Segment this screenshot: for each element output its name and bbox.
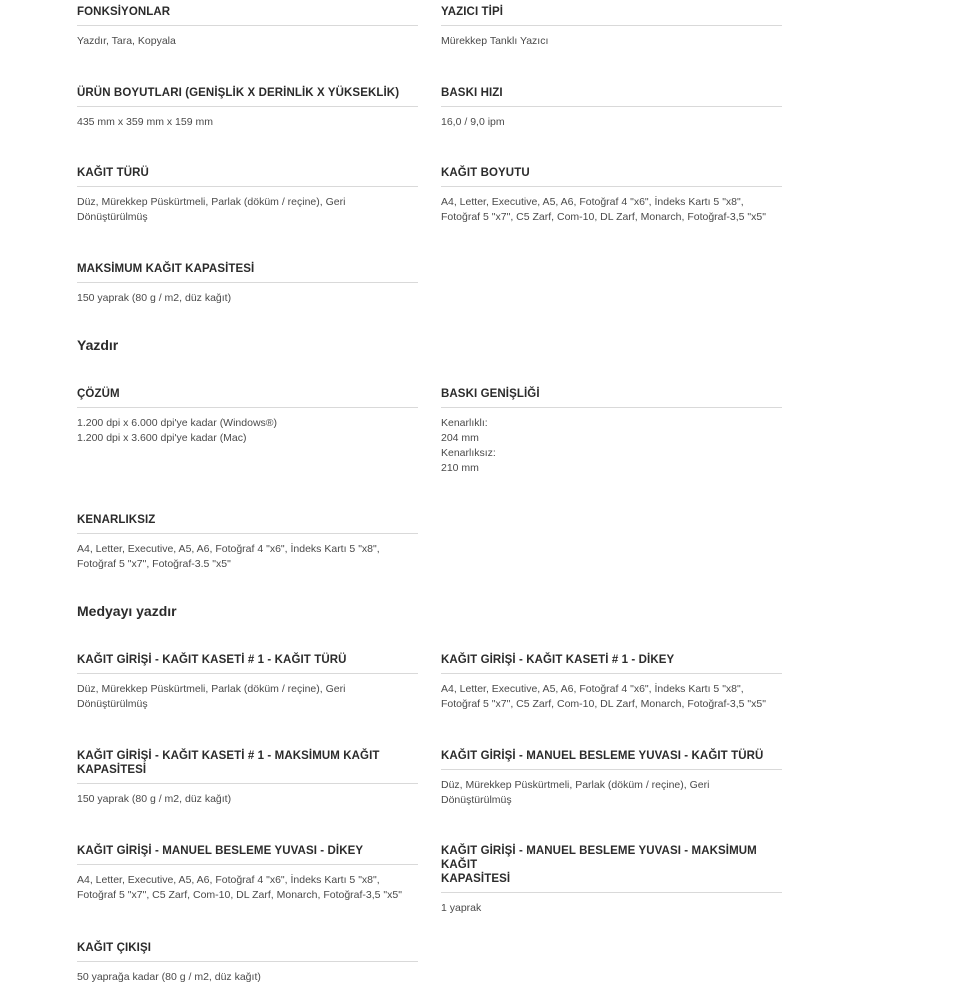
- spec-label: MAKSİMUM KAĞIT KAPASİTESİ: [77, 262, 418, 283]
- spec-max-paper-capacity: [77, 262, 418, 306]
- spec-paper-type: [77, 166, 418, 225]
- spec-label: BASKI HIZI: [441, 86, 782, 107]
- section-title-print: Yazdır: [77, 337, 119, 353]
- spec-value: 50 yaprağa kadar (80 g / m2, düz kağıt): [77, 971, 261, 983]
- spec-value: A4, Letter, Executive, A5, A6, Fotoğraf 4 "x6", İndeks Kartı 5 "x8", Fotoğraf 5 "x7", C5 Zarf, Com-10, DL Zarf, Monarch, Fotoğraf-3,5 "x5": [77, 874, 402, 901]
- spec-tray1-portrait: [441, 653, 782, 712]
- spec-manual-feed-max-capacity: [441, 844, 782, 916]
- spec-value: Düz, Mürekkep Püskürtmeli, Parlak (döküm / reçine), Geri Dönüştürülmüş: [441, 779, 710, 806]
- spec-paper-output: [77, 941, 418, 985]
- spec-print-speed: [441, 86, 782, 130]
- spec-label: KAĞIT GİRİŞİ - MANUEL BESLEME YUVASI - MAKSİMUM KAĞIT KAPASİTESİ: [441, 844, 782, 893]
- spec-label: KAĞIT TÜRÜ: [77, 166, 418, 187]
- spec-value: 150 yaprak (80 g / m2, düz kağıt): [77, 292, 232, 304]
- spec-value: Mürekkep Tanklı Yazıcı: [441, 35, 549, 47]
- spec-label: YAZICI TİPİ: [441, 5, 782, 26]
- spec-label: KAĞIT GİRİŞİ - MANUEL BESLEME YUVASI - DİKEY: [77, 844, 418, 865]
- spec-printer-type: [441, 5, 782, 49]
- spec-value: 1.200 dpi x 6.000 dpi'ye kadar (Windows®) 1.200 dpi x 3.600 dpi'ye kadar (Mac): [77, 417, 278, 444]
- spec-paper-size: [441, 166, 782, 225]
- spec-value: 16,0 / 9,0 ipm: [441, 116, 505, 128]
- spec-label: KENARLIKSIZ: [77, 513, 418, 534]
- spec-label: FONKSİYONLAR: [77, 5, 418, 26]
- spec-tray1-paper-type: [77, 653, 418, 712]
- spec-value: A4, Letter, Executive, A5, A6, Fotoğraf 4 "x6", İndeks Kartı 5 "x8", Fotoğraf 5 "x7", C5 Zarf, Com-10, DL Zarf, Monarch, Fotoğraf-3,5 "x5": [441, 683, 766, 710]
- spec-label: KAĞIT ÇIKIŞI: [77, 941, 418, 962]
- spec-value: 435 mm x 359 mm x 159 mm: [77, 116, 213, 128]
- spec-value: Düz, Mürekkep Püskürtmeli, Parlak (döküm / reçine), Geri Dönüştürülmüş: [77, 683, 346, 710]
- spec-label: ÜRÜN BOYUTLARI (GENİŞLİK X DERİNLİK X YÜKSEKLİK): [77, 86, 418, 107]
- spec-label: KAĞIT GİRİŞİ - KAĞIT KASETİ # 1 - KAĞIT TÜRÜ: [77, 653, 418, 674]
- spec-label: ÇÖZÜM: [77, 387, 418, 408]
- spec-label: KAĞIT GİRİŞİ - MANUEL BESLEME YUVASI - KAĞIT TÜRÜ: [441, 749, 782, 770]
- spec-tray1-max-capacity: [77, 749, 418, 807]
- spec-label: KAĞIT BOYUTU: [441, 166, 782, 187]
- spec-print-width: [441, 387, 782, 476]
- spec-resolution: [77, 387, 418, 446]
- spec-functions: [77, 5, 418, 49]
- spec-value: A4, Letter, Executive, A5, A6, Fotoğraf 4 "x6", İndeks Kartı 5 "x8", Fotoğraf 5 "x7", C5 Zarf, Com-10, DL Zarf, Monarch, Fotoğraf-3,5 "x5": [441, 196, 766, 223]
- spec-label: BASKI GENİŞLİĞİ: [441, 387, 782, 408]
- spec-product-dimensions: [77, 86, 418, 130]
- spec-value: Yazdır, Tara, Kopyala: [77, 35, 176, 47]
- spec-label: KAĞIT GİRİŞİ - KAĞIT KASETİ # 1 - MAKSİMUM KAĞIT KAPASİTESİ: [77, 749, 418, 784]
- spec-value: 150 yaprak (80 g / m2, düz kağıt): [77, 793, 232, 805]
- spec-value: A4, Letter, Executive, A5, A6, Fotoğraf 4 "x6", İndeks Kartı 5 "x8", Fotoğraf 5 "x7", Fotoğraf-3.5 "x5": [77, 543, 380, 570]
- spec-manual-feed-paper-type: [441, 749, 782, 808]
- spec-borderless: [77, 513, 418, 572]
- spec-manual-feed-portrait: [77, 844, 418, 903]
- spec-label: KAĞIT GİRİŞİ - KAĞIT KASETİ # 1 - DİKEY: [441, 653, 782, 674]
- section-title-media: Medyayı yazdır: [77, 603, 177, 619]
- spec-value: 1 yaprak: [441, 902, 482, 914]
- spec-value: Düz, Mürekkep Püskürtmeli, Parlak (döküm / reçine), Geri Dönüştürülmüş: [77, 196, 346, 223]
- spec-value: Kenarlıklı: 204 mm Kenarlıksız: 210 mm: [441, 417, 496, 474]
